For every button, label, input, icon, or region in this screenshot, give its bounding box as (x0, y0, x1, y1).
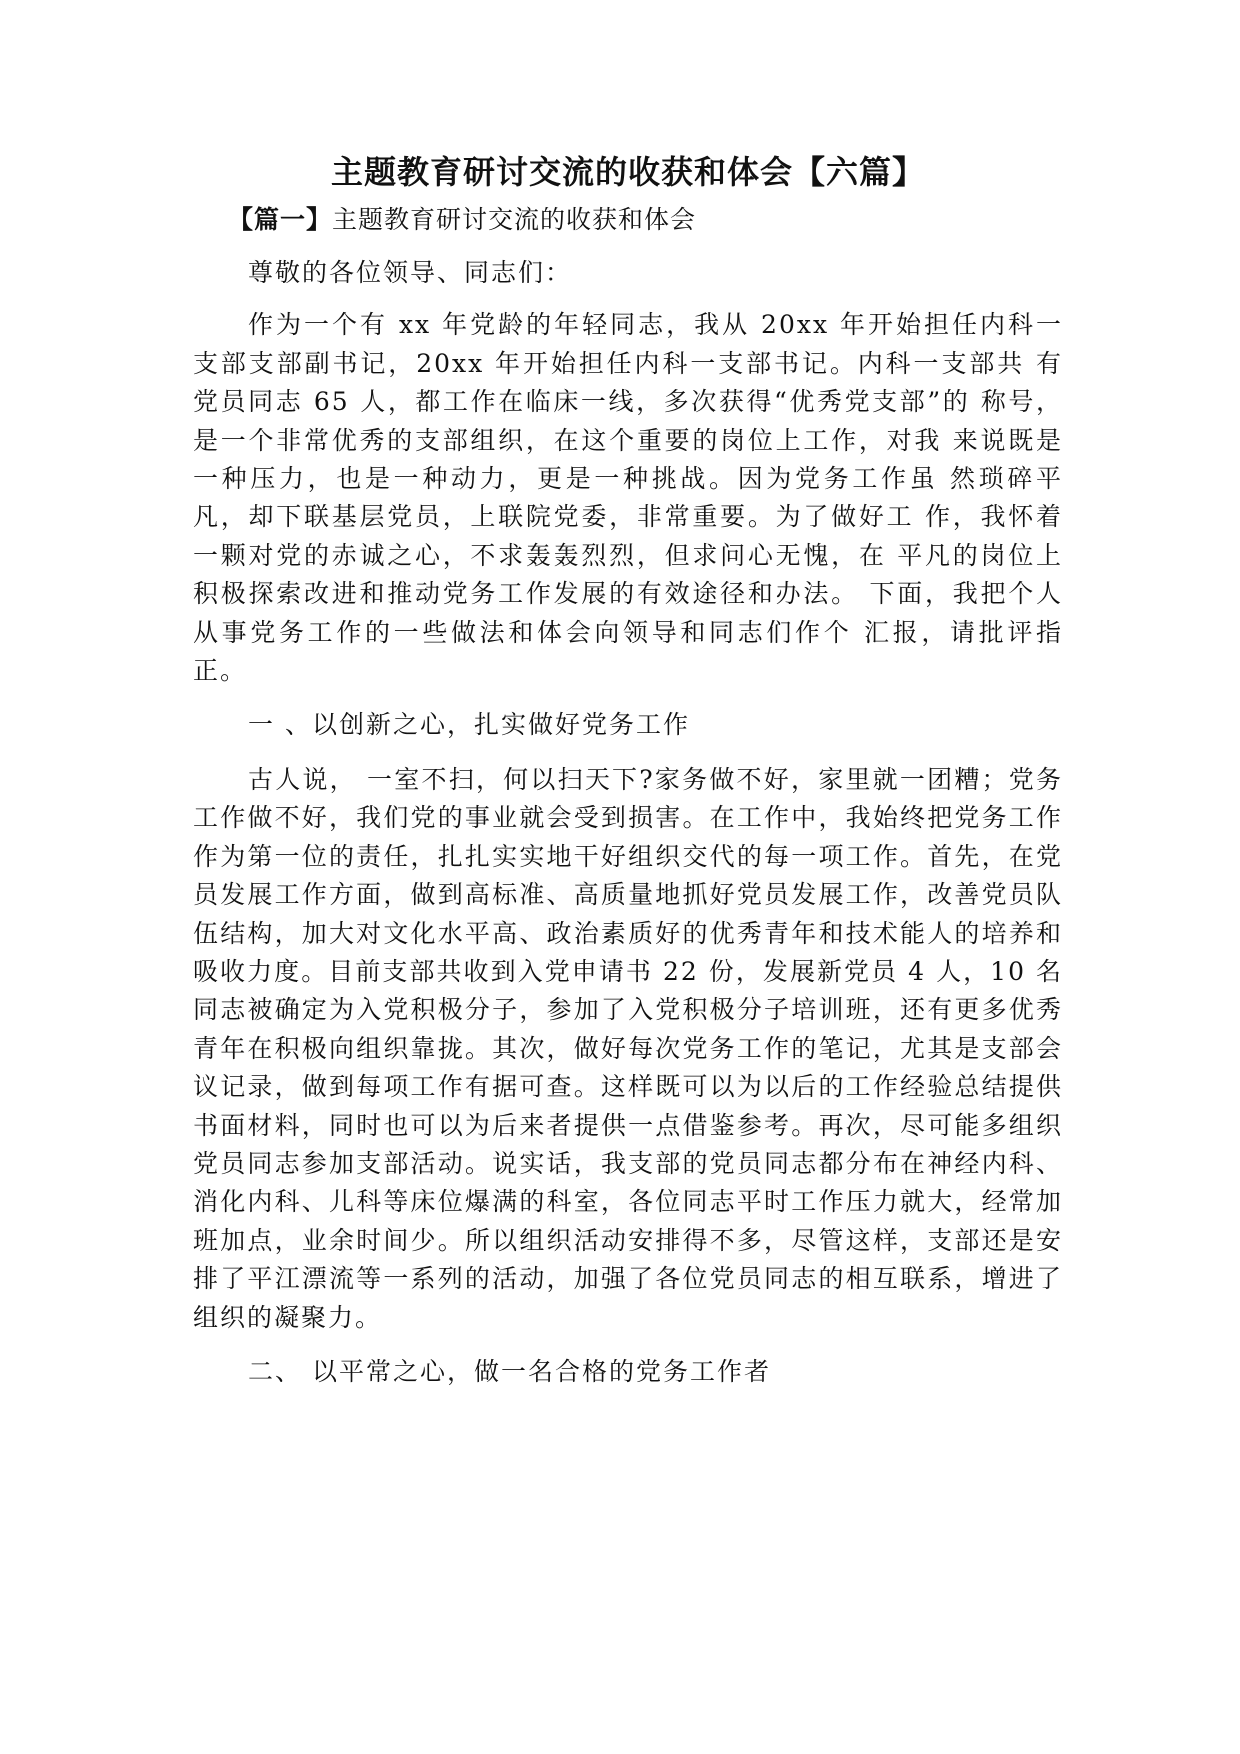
intro-paragraph: 作为一个有 xx 年党龄的年轻同志，我从 20xx 年开始担任内科一 支部支部副书记，20xx 年开始担任内科一支部书记。内科一支部共 有党员同志 65 人，都工作在临床一线，多次获得“优秀党支部”的 称号，是一个非常优秀的支部组织，在这个重要的岗位上工作，对我 来说既是一种压力，也是一种动力，更是一种挑战。因为党务工作虽 然琐碎平凡，却下联基层党员，上联院党委，非常重要。为了做好工 作，我怀着一颗对党的赤诚之心，不求轰轰烈烈，但求问心无愧，在 平凡的岗位上积极探索改进和推动党务工作发展的有效途径和办法。 下面，我把个人从事党务工作的一些做法和体会向领导和同志们作个 汇报，请批评指正。 (193, 310, 1063, 686)
subheading-two: 二、 以平常之心，做一名合格的党务工作者 (248, 1356, 771, 1386)
section-heading (193, 200, 1063, 240)
section-title: 主题教育研讨交流的收获和体会 (332, 205, 697, 234)
body-paragraph: 古人说， 一室不扫，何以扫天下?家务做不好，家里就一团糟；党务工作做不好，我们党的事业就会受到损害。在工作中，我始终把党务工作作为第一位的责任，扎扎实实地干好组织交代的每一项工作。首先，在党员发展工作方面，做到高标准、高质量地抓好党员发展工作，改善党员队伍结构，加大对文化水平高、政治素质好的优秀青年和技术能人的培养和吸收力度。目前支部共收到入党申请书 22 份，发展新党员 4 人，10 名同志被确定为入党积极分子，参加了入党积极分子培训班，还有更多优秀青年在积极向组织靠拢。其次，做好每次党务工作的笔记，尤其是支部会议记录，做到每项工作有据可查。这样既可以为以后的工作经验总结提供书面材料，同时也可以为后来者提供一点借鉴参考。再次，尽可能多组织党员同志参加支部活动。说实话，我支部的党员同志都分布在神经内科、消化内科、儿科等床位爆满的科室，各位同志平时工作压力就大，经常加班加点，业余时间少。所以组织活动安排得不多，尽管这样，支部还是安排了平江漂流等一系列的活动，加强了各位党员同志的相互联系，增进了组织的凝聚力。 (193, 764, 1063, 1332)
section-label: 【篇一】 (228, 205, 333, 234)
salutation: 尊敬的各位领导、同志们： (248, 258, 573, 287)
document-page (193, 150, 1063, 1391)
document-title: 主题教育研讨交流的收获和体会【六篇】 (330, 153, 925, 191)
subheading-one: 一 、以创新之心，扎实做好党务工作 (248, 710, 690, 740)
